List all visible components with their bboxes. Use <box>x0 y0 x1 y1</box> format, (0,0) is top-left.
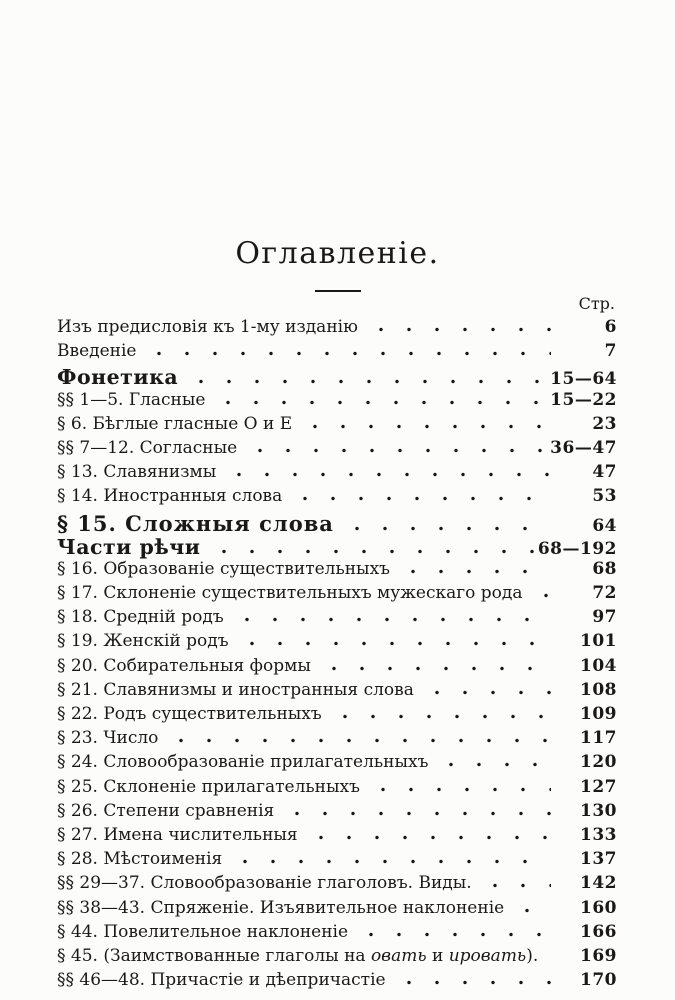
toc-entry-label: § 20. Собирательныя формы <box>57 655 311 676</box>
leader-dots <box>229 859 551 864</box>
toc-row <box>57 631 617 655</box>
leader-dots <box>289 496 551 501</box>
toc-row <box>57 511 617 535</box>
toc-entry-pages: 64 <box>592 515 617 536</box>
toc-row <box>57 873 617 897</box>
toc-entry-label: § 19. Женскій родъ <box>57 631 229 652</box>
toc-entry-label: § 45. (Заимствованные глаголы на овать и ировать). <box>57 945 539 966</box>
leader-dots <box>236 641 551 646</box>
toc-row <box>57 898 617 922</box>
toc-row <box>57 583 617 607</box>
toc-row <box>57 341 617 365</box>
toc-entry-label: § 25. Склоненіе прилагательныхъ <box>57 776 360 797</box>
toc-row <box>57 825 617 849</box>
toc-entry-label: § 23. Число <box>57 728 159 749</box>
toc-entry-pages: 97 <box>592 607 617 628</box>
leader-dots <box>305 835 551 840</box>
toc-entry-label: §§ 29—37. Словообразованіе глаголовъ. Виды. <box>57 873 472 894</box>
toc-row <box>57 656 617 680</box>
toc-entry-pages: 104 <box>580 655 617 676</box>
toc-entry-label: Части рѣчи <box>57 534 201 559</box>
toc-entry-label: §§ 1—5. Гласные <box>57 389 206 410</box>
toc-row <box>57 680 617 704</box>
toc-entry-label: § 44. Повелительное наклоненіе <box>57 921 349 942</box>
toc-entry-label: Изъ предисловія къ 1-му изданію <box>57 317 358 337</box>
toc-row <box>57 777 617 801</box>
toc-entry-label: § 24. Словообразованіе прилагательныхъ <box>57 752 429 773</box>
toc-content <box>57 294 617 994</box>
leader-dots <box>355 932 551 937</box>
leader-dots <box>365 327 551 332</box>
toc-entry-label: § 13. Славянизмы <box>57 462 217 483</box>
title-divider <box>315 290 361 293</box>
toc-entry-label: § 17. Склоненіе существительныхъ мужескаго рода <box>57 583 523 604</box>
toc-entry-label: § 26. Степени сравненія <box>57 800 275 821</box>
toc-entry-pages: 169 <box>580 945 617 966</box>
toc-row <box>57 365 617 389</box>
toc-entry-pages: 160 <box>580 897 617 918</box>
toc-entry-label: Фонетика <box>57 365 179 390</box>
table-of-contents <box>57 317 617 994</box>
leader-dots <box>393 980 551 985</box>
toc-row <box>57 438 617 462</box>
toc-row <box>57 801 617 825</box>
toc-entry-label: § 18. Средній родъ <box>57 607 224 628</box>
toc-row <box>57 922 617 946</box>
toc-entry-pages: 109 <box>580 704 617 724</box>
leader-dots <box>208 549 534 554</box>
toc-row <box>57 559 617 583</box>
toc-entry-pages: 130 <box>580 800 617 821</box>
toc-entry-pages: 117 <box>580 728 617 749</box>
toc-entry-label: § 27. Имена числительныя <box>57 824 298 845</box>
toc-entry-label: § 14. Иностранныя слова <box>57 486 283 507</box>
toc-row <box>57 607 617 631</box>
toc-entry-label: § 6. Бѣглые гласные О и Е <box>57 413 293 434</box>
toc-row <box>57 462 617 486</box>
toc-entry-pages: 7 <box>604 341 617 362</box>
toc-row <box>57 390 617 414</box>
toc-row <box>57 486 617 510</box>
leader-dots <box>341 526 551 531</box>
toc-entry-pages: 68 <box>592 558 617 579</box>
leader-dots <box>318 666 551 671</box>
leader-dots <box>281 811 551 816</box>
toc-entry-label: § 15. Сложныя слова <box>57 510 334 536</box>
toc-entry-pages: 137 <box>580 849 617 870</box>
leader-dots <box>479 883 551 888</box>
leader-dots <box>185 379 546 384</box>
leader-dots <box>212 400 546 405</box>
toc-entry-label: § 16. Образованіе существительныхъ <box>57 558 390 579</box>
toc-entry-label: §§ 7—12. Согласные <box>57 437 238 458</box>
toc-row <box>57 728 617 752</box>
leader-dots <box>545 956 551 961</box>
toc-entry-pages: 166 <box>580 921 617 942</box>
toc-entry-pages: 142 <box>580 873 617 894</box>
leader-dots <box>244 448 546 453</box>
toc-entry-pages: 133 <box>580 824 617 845</box>
toc-entry-pages: 127 <box>580 776 617 797</box>
toc-row <box>57 946 617 970</box>
toc-entry-label: § 22. Родъ существительныхъ <box>57 704 322 724</box>
toc-entry-pages: 23 <box>592 413 617 434</box>
toc-row <box>57 849 617 873</box>
toc-entry-label: §§ 46—48. Причастіе и дѣепричастіе <box>57 970 386 991</box>
leader-dots <box>530 593 551 598</box>
leader-dots <box>511 908 551 913</box>
toc-row <box>57 704 617 728</box>
toc-row <box>57 970 617 994</box>
toc-entry-label: §§ 38—43. Спряженіе. Изъявительное наклоненіе <box>57 897 505 918</box>
leader-dots <box>329 714 551 719</box>
toc-row <box>57 414 617 438</box>
leader-dots <box>421 690 551 695</box>
toc-entry-pages: 47 <box>592 462 617 483</box>
leader-dots <box>299 424 551 429</box>
leader-dots <box>223 472 551 477</box>
leader-dots <box>435 762 551 767</box>
toc-entry-pages: 101 <box>580 631 617 652</box>
toc-entry-label: § 21. Славянизмы и иностранныя слова <box>57 679 414 700</box>
toc-row <box>57 535 617 559</box>
pages-column-header: Стр. <box>578 294 615 313</box>
toc-row <box>57 317 617 341</box>
page-title: Оглавленіе. <box>235 236 440 271</box>
toc-entry-pages: 53 <box>592 486 617 507</box>
toc-entry-pages: 170 <box>580 970 617 991</box>
toc-entry-pages: 36—47 <box>550 437 617 458</box>
toc-entry-pages: 15—64 <box>550 369 617 390</box>
leader-dots <box>397 569 551 574</box>
toc-entry-pages: 68—192 <box>537 538 617 559</box>
toc-entry-pages: 120 <box>580 752 617 773</box>
toc-entry-label: § 28. Мѣстоименія <box>57 849 223 870</box>
toc-entry-pages: 6 <box>604 317 617 337</box>
toc-entry-pages: 72 <box>592 583 617 604</box>
leader-dots <box>143 351 551 356</box>
leader-dots <box>165 738 551 743</box>
toc-entry-label: Введеніе <box>57 341 137 362</box>
leader-dots <box>367 787 551 792</box>
toc-entry-pages: 15—22 <box>550 389 617 410</box>
leader-dots <box>231 617 551 622</box>
toc-row <box>57 752 617 776</box>
toc-entry-pages: 108 <box>580 679 617 700</box>
